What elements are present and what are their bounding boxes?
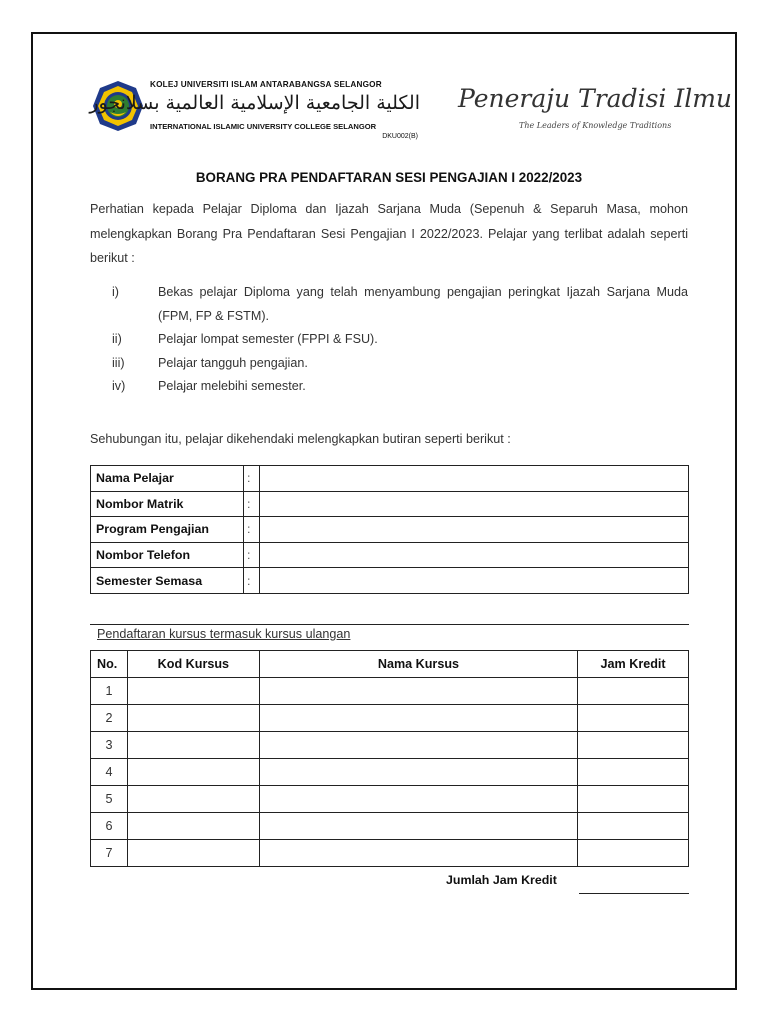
list-item — [90, 281, 688, 328]
course-section-title: Pendaftaran kursus termasuk kursus ulangan — [97, 627, 351, 641]
cell-nama-kursus[interactable] — [259, 759, 577, 786]
cell-kod-kursus[interactable] — [127, 759, 259, 786]
list-item-text: Bekas pelajar Diploma yang telah menyambung pengajian peringkat Ijazah Sarjana Muda (FPM, FP & FSTM). — [158, 285, 688, 323]
row-number: 1 — [91, 678, 128, 705]
field-value-nombor-telefon[interactable] — [260, 542, 689, 568]
table-row — [91, 678, 689, 705]
table-row — [91, 813, 689, 840]
institution-name-malay: KOLEJ UNIVERSITI ISLAM ANTARABANGSA SELANGOR — [150, 80, 382, 89]
cell-nama-kursus[interactable] — [259, 840, 577, 867]
table-row — [91, 491, 689, 517]
row-number: 7 — [91, 840, 128, 867]
table-row — [91, 705, 689, 732]
cell-kod-kursus[interactable] — [127, 732, 259, 759]
cell-jam-kredit[interactable] — [578, 813, 689, 840]
cell-nama-kursus[interactable] — [259, 813, 577, 840]
cell-kod-kursus[interactable] — [127, 705, 259, 732]
total-credit-label: Jumlah Jam Kredit — [446, 873, 557, 887]
field-value-program-pengajian[interactable] — [260, 517, 689, 543]
cell-nama-kursus[interactable] — [259, 786, 577, 813]
field-separator: : — [244, 517, 260, 543]
list-item — [90, 352, 688, 376]
table-header-row — [91, 651, 689, 678]
field-label-semester-semasa: Semester Semasa — [91, 568, 244, 594]
cell-kod-kursus[interactable] — [127, 840, 259, 867]
row-number: 5 — [91, 786, 128, 813]
cell-jam-kredit[interactable] — [578, 786, 689, 813]
column-header-jam-kredit: Jam Kredit — [578, 651, 689, 678]
list-item — [90, 328, 688, 352]
cell-nama-kursus[interactable] — [259, 705, 577, 732]
field-label-nombor-matrik: Nombor Matrik — [91, 491, 244, 517]
list-item-number: i) — [112, 285, 119, 299]
list-item-text: Pelajar lompat semester (FPPI & FSU). — [158, 332, 378, 346]
field-label-nama-pelajar: Nama Pelajar — [91, 466, 244, 492]
section-divider — [90, 624, 689, 625]
column-header-kod-kursus: Kod Kursus — [127, 651, 259, 678]
table-row — [91, 568, 689, 594]
table-row — [91, 759, 689, 786]
cell-nama-kursus[interactable] — [259, 678, 577, 705]
list-item — [90, 375, 688, 399]
tagline-subtitle: The Leaders of Knowledge Traditions — [519, 121, 672, 130]
cell-jam-kredit[interactable] — [578, 732, 689, 759]
cell-kod-kursus[interactable] — [127, 813, 259, 840]
table-row — [91, 786, 689, 813]
list-item-number: ii) — [112, 332, 122, 346]
column-header-no: No. — [91, 651, 128, 678]
field-separator: : — [244, 542, 260, 568]
criteria-list — [90, 281, 688, 399]
table-row — [91, 517, 689, 543]
row-number: 4 — [91, 759, 128, 786]
cell-jam-kredit[interactable] — [578, 705, 689, 732]
total-credit-line[interactable] — [579, 893, 689, 894]
course-table — [90, 650, 689, 867]
field-separator: : — [244, 491, 260, 517]
list-item-text: Pelajar melebihi semester. — [158, 379, 306, 393]
cell-jam-kredit[interactable] — [578, 840, 689, 867]
form-title: BORANG PRA PENDAFTARAN SESI PENGAJIAN I 2022/2023 — [195, 170, 583, 185]
field-label-nombor-telefon: Nombor Telefon — [91, 542, 244, 568]
column-header-nama-kursus: Nama Kursus — [259, 651, 577, 678]
field-separator: : — [244, 568, 260, 594]
field-value-semester-semasa[interactable] — [260, 568, 689, 594]
institution-name-english: INTERNATIONAL ISLAMIC UNIVERSITY COLLEGE SELANGOR — [150, 122, 377, 131]
list-item-text: Pelajar tangguh pengajian. — [158, 355, 308, 370]
table-row — [91, 542, 689, 568]
field-value-nombor-matrik[interactable] — [260, 491, 689, 517]
institution-name-arabic: الكلية الجامعية الإسلامية العالمية بسلانجور — [89, 92, 420, 114]
list-item-number: iv) — [112, 379, 126, 393]
table-row — [91, 840, 689, 867]
row-number: 6 — [91, 813, 128, 840]
field-label-program-pengajian: Program Pengajian — [91, 517, 244, 543]
table-row — [91, 732, 689, 759]
row-number: 3 — [91, 732, 128, 759]
cell-jam-kredit[interactable] — [578, 759, 689, 786]
intro-paragraph: Perhatian kepada Pelajar Diploma dan Ijazah Sarjana Muda (Sepenuh & Separuh Masa, mohon melengkapkan Borang Pra Pendaftaran Sesi Pengajian I 2022/2023. Pelajar yang terlibat adalah seperti berikut : — [90, 202, 688, 265]
tagline: Peneraju Tradisi Ilmu — [458, 84, 733, 113]
form-code: DKU002(B) — [382, 133, 418, 140]
followup-text: Sehubungan itu, pelajar dikehendaki melengkapkan butiran seperti berikut : — [90, 432, 511, 446]
row-number: 2 — [91, 705, 128, 732]
student-info-table — [90, 465, 689, 594]
field-value-nama-pelajar[interactable] — [260, 466, 689, 492]
field-separator: : — [244, 466, 260, 492]
table-row — [91, 466, 689, 492]
cell-nama-kursus[interactable] — [259, 732, 577, 759]
institution-name-block — [89, 80, 422, 146]
cell-kod-kursus[interactable] — [127, 786, 259, 813]
cell-kod-kursus[interactable] — [127, 678, 259, 705]
cell-jam-kredit[interactable] — [578, 678, 689, 705]
list-item-number: iii) — [112, 355, 125, 370]
